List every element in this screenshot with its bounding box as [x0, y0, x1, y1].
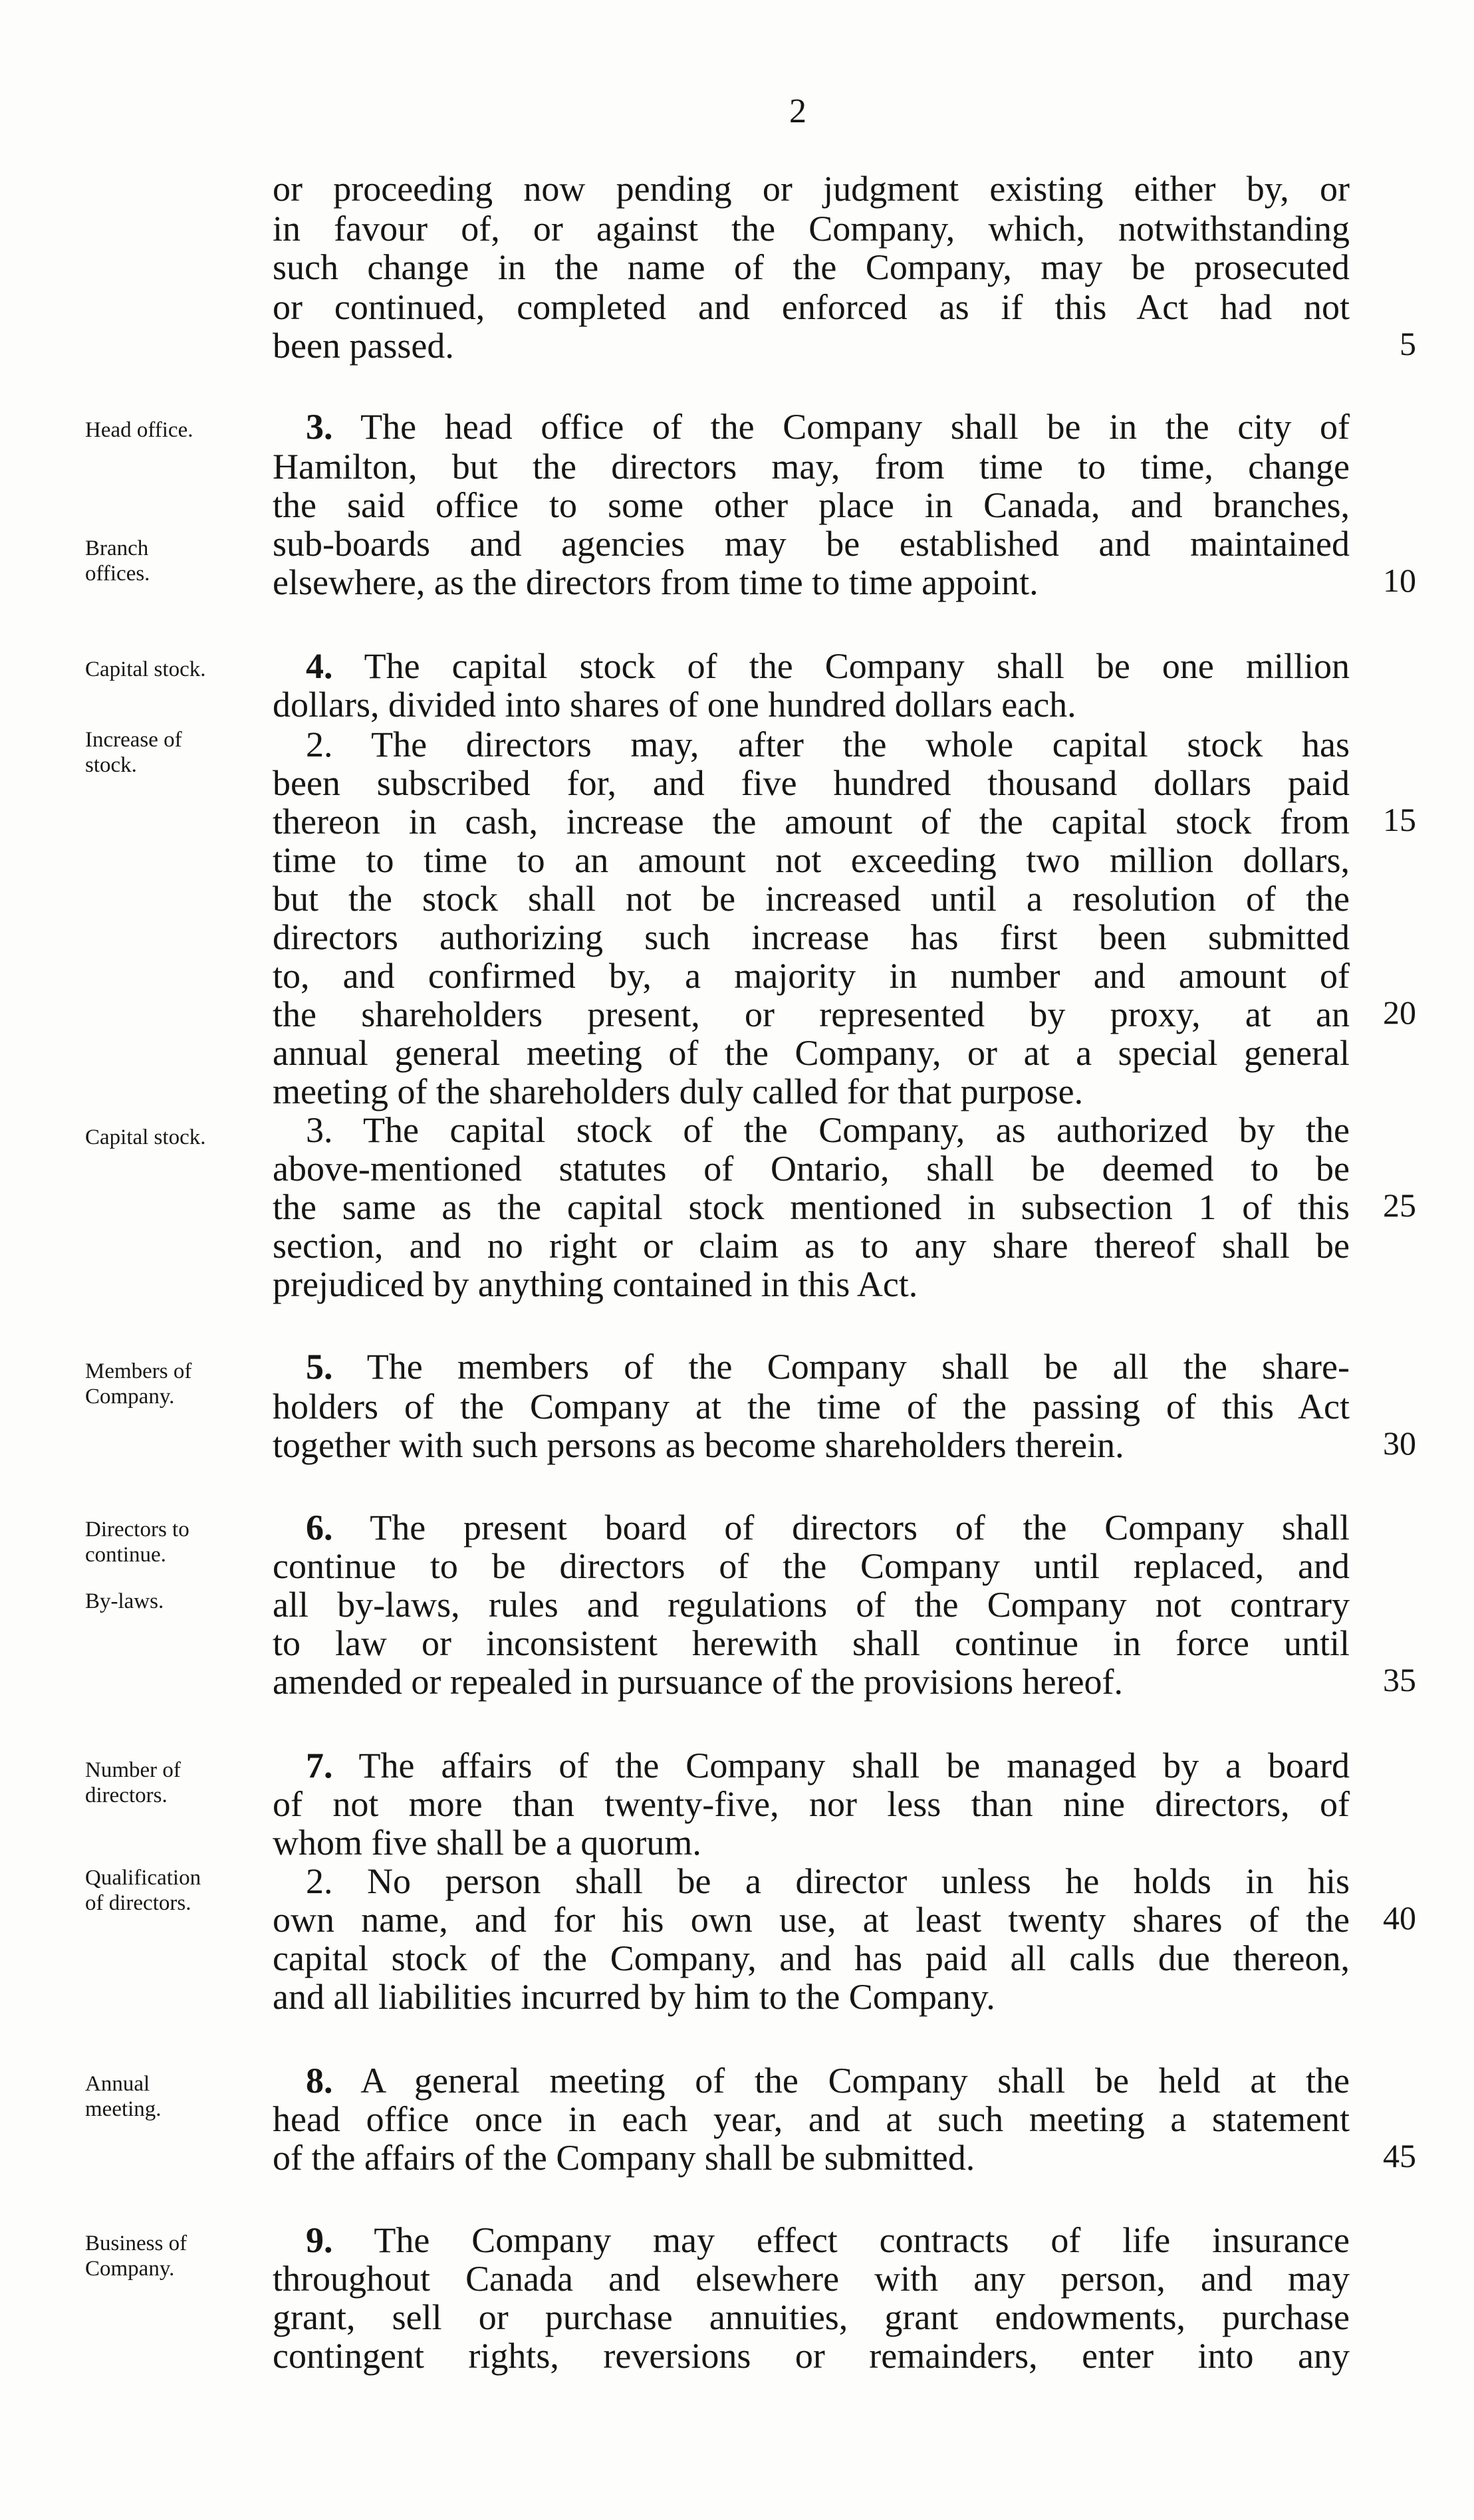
line-text: amended or repealed in pursuance of the provisions hereof.: [273, 1662, 1124, 1702]
line-text: together with such persons as become shareholders therein.: [273, 1425, 1124, 1465]
line-text: annual general meeting of the Company, or at a special general: [273, 1033, 1350, 1073]
line-text: of the affairs of the Company shall be submitted.: [273, 2138, 975, 2178]
text-line: [273, 1900, 1350, 1940]
text-line: [273, 802, 1350, 842]
text-line: [273, 1938, 1350, 1978]
text-line: [273, 956, 1350, 996]
line-text: 2. No person shall be a director unless he holds in his: [306, 1861, 1350, 1901]
line-text: the said office to some other place in Canada, and branches,: [273, 485, 1350, 525]
text-line: [273, 1861, 1350, 1901]
section-number: 8.: [306, 2061, 333, 2101]
line-number: 40: [1383, 1899, 1416, 1936]
text-line: [273, 1784, 1350, 1824]
line-text: of not more than twenty-five, nor less than nine directors, of: [273, 1784, 1350, 1824]
line-text: head office once in each year, and at such meeting a statement: [273, 2099, 1350, 2139]
margin-note: By-laws.: [85, 1589, 164, 1613]
line-text: throughout Canada and elsewhere with any person, and may: [273, 2259, 1350, 2299]
line-text: The head office of the Company shall be in the city of: [332, 407, 1350, 447]
line-text: the shareholders present, or represented by proxy, at an: [273, 994, 1350, 1034]
line-text: been passed.: [273, 326, 454, 366]
line-number: 10: [1383, 562, 1416, 599]
text-line: [273, 685, 1350, 725]
line-text: sub-boards and agencies may be established and maintained: [273, 524, 1350, 564]
text-line: [273, 1149, 1350, 1189]
text-line: [273, 1264, 1350, 1304]
line-text: to law or inconsistent herewith shall continue in force until: [273, 1623, 1350, 1663]
line-text: own name, and for his own use, at least twenty shares of the: [273, 1900, 1350, 1940]
line-text: The present board of directors of the Company shall: [332, 1508, 1350, 1547]
line-text: directors authorizing such increase has first been submitted: [273, 917, 1350, 957]
text-line: [273, 2138, 1350, 2178]
text-line: [273, 840, 1350, 880]
line-number: 15: [1383, 801, 1416, 838]
text-line: [273, 326, 1350, 366]
line-text: holders of the Company at the time of the passing of this Act: [273, 1387, 1350, 1427]
line-text: time to time to an amount not exceeding two million dollars,: [273, 840, 1350, 880]
text-line: [273, 2297, 1350, 2337]
text-line: [273, 1033, 1350, 1073]
line-text: thereon in cash, increase the amount of the capital stock from: [273, 802, 1350, 842]
page-number: 2: [789, 92, 806, 130]
text-line: [273, 562, 1350, 602]
line-text: dollars, divided into shares of one hundred dollars each.: [273, 685, 1076, 725]
text-line: [273, 1623, 1350, 1663]
margin-note: Head office.: [85, 418, 193, 442]
line-text: grant, sell or purchase annuities, grant endowments, purchase: [273, 2297, 1350, 2337]
margin-note: Members of Company.: [85, 1359, 192, 1409]
line-text: continue to be directors of the Company until replaced, and: [273, 1546, 1350, 1586]
line-text: such change in the name of the Company, may be prosecuted: [273, 247, 1350, 287]
text-line: [273, 485, 1350, 525]
text-line: [273, 2220, 1350, 2260]
line-text: and all liabilities incurred by him to the Company.: [273, 1977, 995, 2017]
text-line: [273, 2259, 1350, 2299]
text-line: [273, 447, 1350, 487]
line-text: The members of the Company shall be all the share-: [332, 1347, 1350, 1387]
margin-note: Increase of stock.: [85, 728, 182, 777]
line-text: The affairs of the Company shall be managed by a board: [332, 1746, 1350, 1785]
line-text: to, and confirmed by, a majority in number and amount of: [273, 956, 1350, 996]
text-line: [273, 407, 1350, 447]
text-line: [273, 1823, 1350, 1863]
section-number: 3.: [306, 407, 333, 447]
text-line: [273, 763, 1350, 803]
line-text: been subscribed for, and five hundred thousand dollars paid: [273, 763, 1350, 803]
margin-note: Number of directors.: [85, 1758, 181, 1807]
line-text: or continued, completed and enforced as if this Act had not: [273, 287, 1350, 327]
line-text: A general meeting of the Company shall be held at the: [332, 2061, 1350, 2101]
text-line: [273, 247, 1350, 287]
text-line: [273, 1347, 1350, 1387]
text-line: [273, 1187, 1350, 1227]
margin-note: Branch offices.: [85, 536, 150, 586]
margin-note: Business of Company.: [85, 2232, 187, 2281]
text-line: [273, 209, 1350, 249]
line-text: Hamilton, but the directors may, from time to time, change: [273, 447, 1350, 487]
margin-note: Annual meeting.: [85, 2072, 162, 2121]
line-text: but the stock shall not be increased until a resolution of the: [273, 879, 1350, 919]
section-number: 6.: [306, 1508, 333, 1547]
text-line: [273, 917, 1350, 957]
text-line: [273, 2099, 1350, 2139]
section-number: 7.: [306, 1746, 333, 1785]
line-text: 2. The directors may, after the whole capital stock has: [306, 725, 1350, 764]
text-line: [273, 287, 1350, 327]
text-line: [273, 2061, 1350, 2101]
section-number: 4.: [306, 646, 333, 686]
line-text: above-mentioned statutes of Ontario, shall be deemed to be: [273, 1149, 1350, 1189]
line-number: 5: [1400, 325, 1416, 362]
line-number: 25: [1383, 1187, 1416, 1224]
text-line: [273, 1072, 1350, 1111]
line-text: all by-laws, rules and regulations of the Company not contrary: [273, 1585, 1350, 1625]
line-text: whom five shall be a quorum.: [273, 1823, 701, 1863]
text-line: [273, 524, 1350, 564]
line-number: 20: [1383, 994, 1416, 1031]
margin-note: Capital stock.: [85, 1125, 206, 1149]
text-line: [273, 1546, 1350, 1586]
margin-note: Qualification of directors.: [85, 1866, 201, 1915]
line-text: The Company may effect contracts of life insurance: [332, 2220, 1350, 2260]
text-line: [273, 1977, 1350, 2017]
text-line: [273, 994, 1350, 1034]
section-number: 9.: [306, 2220, 333, 2260]
text-line: [273, 1226, 1350, 1266]
text-line: [273, 1662, 1350, 1702]
text-line: [273, 2336, 1350, 2376]
line-number: 35: [1383, 1661, 1416, 1698]
section-number: 5.: [306, 1347, 333, 1387]
line-text: contingent rights, reversions or remainders, enter into any: [273, 2336, 1350, 2376]
line-text: meeting of the shareholders duly called for that purpose.: [273, 1072, 1084, 1111]
text-line: [273, 725, 1350, 764]
line-text: prejudiced by anything contained in this Act.: [273, 1264, 918, 1304]
text-line: [273, 169, 1350, 209]
line-text: elsewhere, as the directors from time to time appoint.: [273, 562, 1039, 602]
text-line: [273, 1110, 1350, 1150]
text-line: [273, 1387, 1350, 1427]
line-text: section, and no right or claim as to any share thereof shall be: [273, 1226, 1350, 1266]
text-line: [273, 1508, 1350, 1547]
line-number: 30: [1383, 1425, 1416, 1462]
text-line: [273, 879, 1350, 919]
text-line: [273, 1746, 1350, 1785]
text-line: [273, 1425, 1350, 1465]
margin-note: Capital stock.: [85, 657, 206, 681]
text-line: [273, 1585, 1350, 1625]
line-text: or proceeding now pending or judgment existing either by, or: [273, 169, 1350, 209]
line-text: The capital stock of the Company shall be one million: [332, 646, 1350, 686]
line-text: the same as the capital stock mentioned in subsection 1 of this: [273, 1187, 1350, 1227]
line-text: in favour of, or against the Company, which, notwithstanding: [273, 209, 1350, 249]
line-number: 45: [1383, 2137, 1416, 2174]
line-text: 3. The capital stock of the Company, as authorized by the: [306, 1110, 1350, 1150]
margin-note: Directors to continue.: [85, 1518, 189, 1567]
text-line: [273, 646, 1350, 686]
line-text: capital stock of the Company, and has paid all calls due thereon,: [273, 1938, 1350, 1978]
